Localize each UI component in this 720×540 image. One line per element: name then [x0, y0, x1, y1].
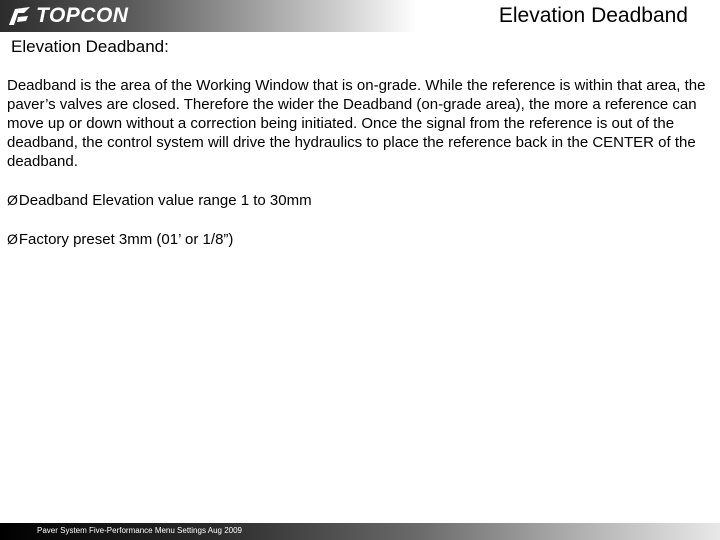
arrow-bullet-icon: Ø — [7, 231, 18, 247]
description-paragraph: Deadband is the area of the Working Window that is on-grade. While the reference is within that area, the paver’s valves are closed. Therefore the wider the Deadband (on-grade area), the more a reference can move up or down without a correction being initiated. Once the signal from the reference is out of the deadband, the control system will drive the hydraulics to place the reference back in the CENTER of the deadband. — [7, 77, 706, 170]
topcon-swoosh-icon — [6, 5, 32, 27]
page-title: Elevation Deadband — [498, 4, 688, 27]
header-band — [0, 0, 720, 32]
footer-text: Paver System Five-Performance Menu Settings Aug 2009 — [37, 526, 242, 535]
topcon-logo — [6, 4, 128, 28]
bullet-item — [7, 191, 312, 210]
bullet-text: Deadband Elevation value range 1 to 30mm — [18, 192, 312, 209]
bullet-text: Factory preset 3mm (01’ or 1/8”) — [18, 231, 234, 248]
arrow-bullet-icon: Ø — [7, 192, 18, 208]
bullet-item — [7, 230, 233, 249]
logo-wordmark: TOPCON — [36, 4, 129, 27]
section-heading: Elevation Deadband: — [11, 37, 169, 56]
